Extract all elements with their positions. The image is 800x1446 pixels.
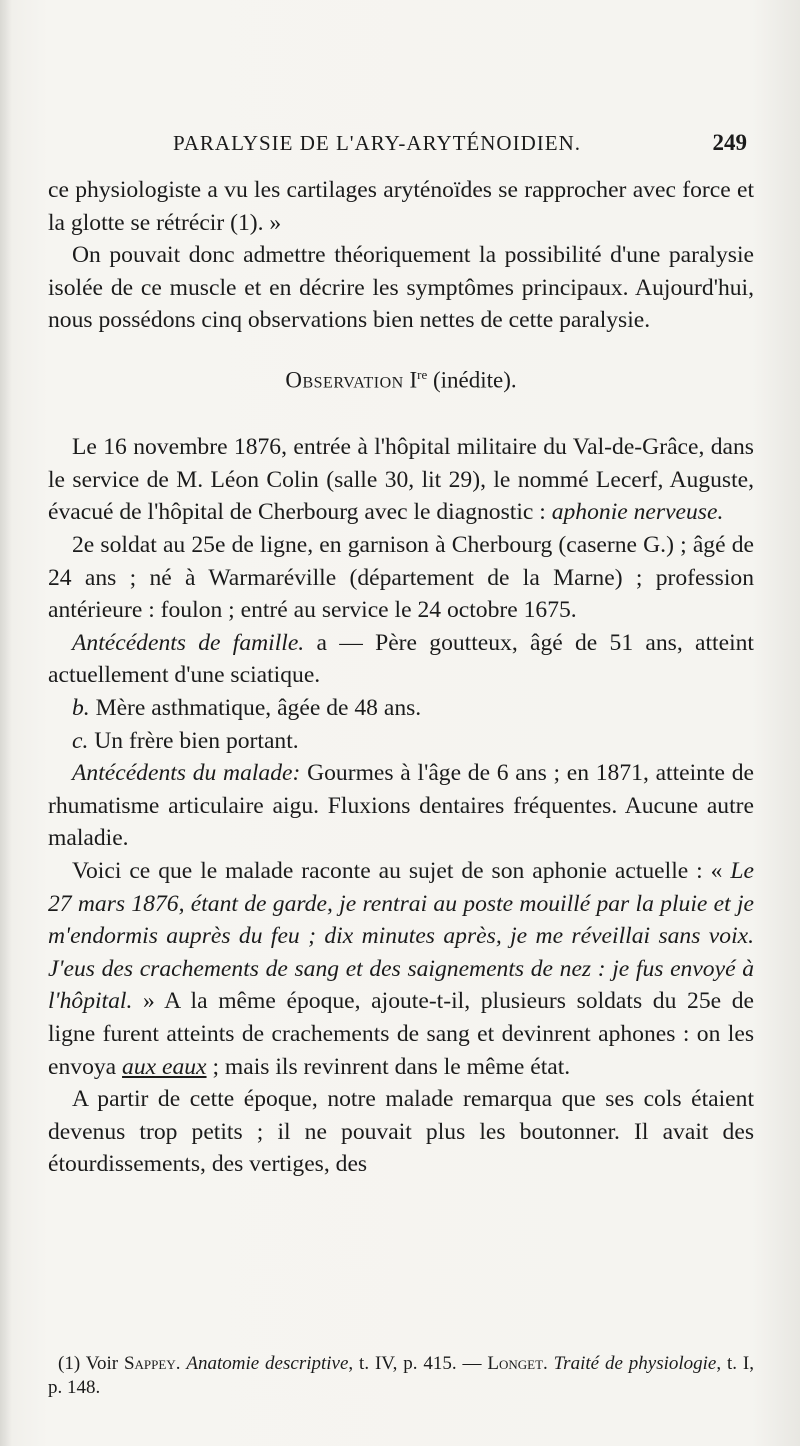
footnote-work-1: Anatomie descriptive	[186, 1353, 349, 1374]
scan-edge-shadow	[0, 0, 12, 1446]
footnote-ref-2: , t. I, p. 148.	[48, 1353, 754, 1398]
paragraph-3	[48, 431, 754, 529]
item-b-label: b.	[72, 694, 90, 721]
paragraph-9-end: » A la même époque, ajoute-t-il, plusieurs soldats du 25e de ligne furent atteints de crachements de sang et devinrent aphones : on les envoya	[48, 988, 754, 1080]
paragraph-3-text: Le 16 novembre 1876, entrée à l'hôpital militaire du Val-de-Grâce, dans le service de M. Léon Colin (salle 30, lit 29), le nommé Lecerf, Auguste, évacué de l'hôpital de Cherbourg avec le diagnostic :	[48, 434, 754, 526]
aux-eaux-phrase: aux eaux	[122, 1053, 207, 1080]
paragraph-9-tail: ; mais ils revinrent dans le même état.	[206, 1053, 571, 1080]
observation-numeral: I	[409, 367, 418, 393]
page-header	[48, 130, 752, 166]
patient-quote: Le 27 mars 1876, étant de garde, je rentrai au poste mouillé par la pluie et je m'endormis auprès du feu ; dix minutes après, je me réveillai sans voix. J'eus des crachements de sang et des saignements de nez : je fus envoyé à l'hôpital.	[48, 857, 754, 1015]
family-history-label: Antécédents de famille.	[72, 629, 305, 656]
paragraph-5-text: a — Père goutteux, âgé de 51 ans, atteint actuellement d'une sciatique.	[48, 629, 754, 689]
observation-numeral-suffix: re	[417, 366, 428, 382]
paragraph-1: ce physiologiste a vu les cartilages aryténoïdes se rapprocher avec force et la glotte se rétrécir (1). »	[48, 177, 754, 236]
paragraph-2: On pouvait donc admettre théoriquement la possibilité d'une paralysie isolée de ce muscle et en décrire les symptômes principaux. Aujourd'hui, nous possédons cinq observations bien nettes de cette paralysie.	[48, 242, 754, 334]
paragraph-6	[48, 692, 754, 725]
paragraph-7	[48, 725, 754, 758]
paragraph-7-text: Un frère bien portant.	[88, 727, 299, 754]
patient-history-label: Antécédents du malade:	[72, 760, 301, 787]
footnote-1: (1) Voir Sappey. Anatomie descriptive, t. IV, p. 415. — Longet. Traité de physiologie, t. I, p. 148.	[48, 1353, 754, 1398]
footnote-author-2: Longet	[487, 1353, 544, 1374]
paragraph-6-text: Mère asthmatique, âgée de 48 ans.	[89, 694, 422, 721]
page-number: 249	[712, 130, 747, 155]
paragraph-4: 2e soldat au 25e de ligne, en garnison à Cherbourg (caserne G.) ; âgé de 24 ans ; né à Warmaréville (département de la Marne) ; profession antérieure : foulon ; entré au service le 24 octobre 1675.	[48, 532, 754, 624]
paragraph-9-start: Voici ce que le malade raconte au sujet de son aphonie actuelle : «	[72, 857, 731, 884]
running-title: PARALYSIE DE L'ARY-ARYTÉNOIDIEN.	[173, 131, 581, 155]
paragraph-3-diagnosis: aphonie nerveuse.	[551, 499, 724, 526]
observation-heading	[48, 359, 754, 397]
footnote-work-2: Traité de physiologie	[553, 1353, 717, 1374]
item-c-label: c.	[72, 727, 89, 754]
footnote-marker: (1) Voir	[58, 1353, 124, 1374]
footnote-author-1: Sappey	[123, 1353, 176, 1374]
footnote-ref-1: , t. IV, p. 415. —	[348, 1353, 488, 1374]
body-text	[48, 174, 754, 1181]
observation-label: Observation	[285, 367, 404, 393]
paragraph-9	[48, 855, 754, 1083]
paragraph-10: A partir de cette époque, notre malade remarqua que ses cols étaient devenus trop petits ; il ne pouvait plus les boutonner. Il avait des étourdissements, des vertiges, des	[48, 1086, 754, 1178]
observation-note: (inédite).	[432, 367, 517, 393]
footnote	[48, 1352, 754, 1400]
paragraph-8	[48, 757, 754, 855]
paragraph-8-text: Gourmes à l'âge de 6 ans ; en 1871, atteinte de rhumatisme articulaire aigu. Fluxions dentaires fréquentes. Aucune autre maladie.	[48, 760, 755, 852]
paragraph-5	[48, 627, 754, 692]
